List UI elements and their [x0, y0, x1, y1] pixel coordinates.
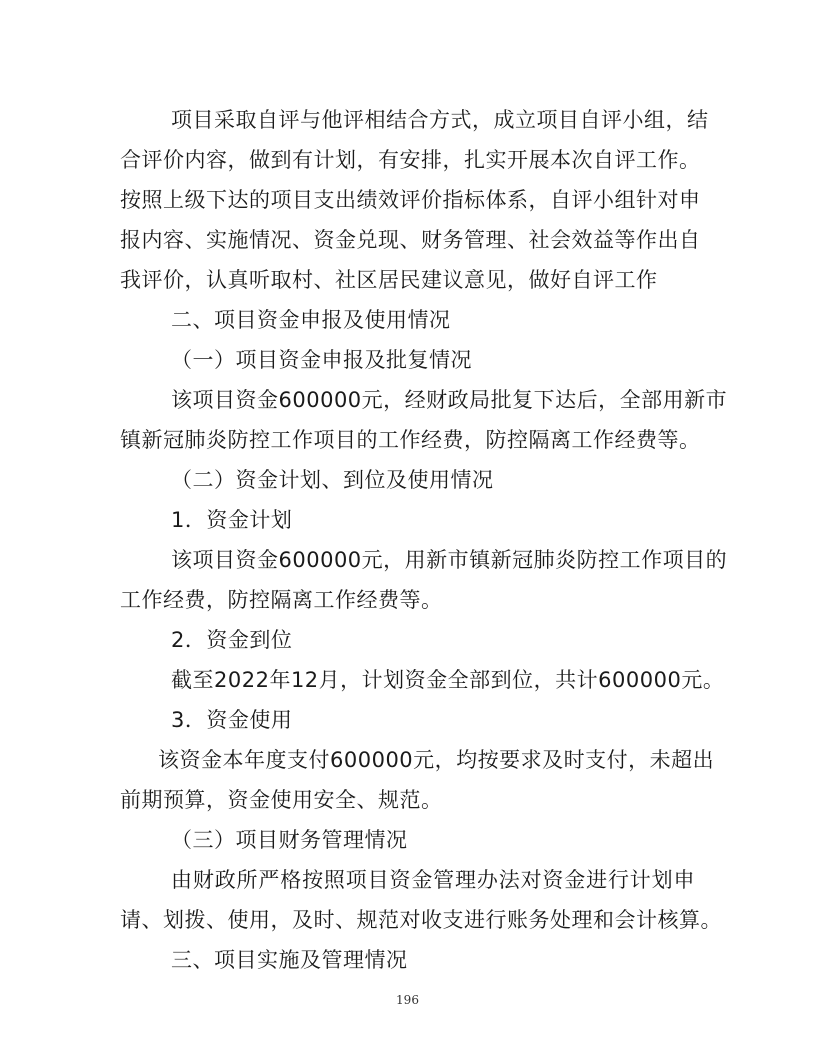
- subsection-heading: （三）项目财务管理情况: [171, 828, 408, 852]
- paragraph-line: 报内容、实施情况、资金兑现、财务管理、社会效益等作出自: [120, 228, 701, 252]
- subsection-heading: （一）项目资金申报及批复情况: [171, 348, 472, 372]
- paragraph-line: 该项目资金600000元，用新市镇新冠肺炎防控工作项目的: [171, 548, 728, 572]
- paragraph-line: 前期预算，资金使用安全、规范。: [120, 788, 443, 812]
- section-heading: 二、项目资金申报及使用情况: [171, 308, 451, 332]
- paragraph-line: 项目采取自评与他评相结合方式，成立项目自评小组，结: [171, 108, 709, 132]
- paragraph-line: 由财政所严格按照项目资金管理办法对资金进行计划申: [171, 868, 695, 892]
- item-heading: 1．资金计划: [171, 508, 293, 532]
- paragraph-line: 该项目资金600000元，经财政局批复下达后，全部用新市: [171, 388, 728, 412]
- paragraph-line: 合评价内容，做到有计划，有安排，扎实开展本次自评工作。: [120, 148, 701, 172]
- paragraph-line: 该资金本年度支付600000元，均按要求及时支付，未超出: [158, 748, 715, 772]
- paragraph-line: 我评价，认真听取村、社区居民建议意见，做好自评工作: [120, 268, 658, 292]
- paragraph-line: 请、划拨、使用，及时、规范对收支进行账务处理和会计核算。: [120, 908, 722, 932]
- section-heading: 三、项目实施及管理情况: [171, 948, 408, 972]
- paragraph-line: 镇新冠肺炎防控工作项目的工作经费，防控隔离工作经费等。: [120, 428, 701, 452]
- subsection-heading: （二）资金计划、到位及使用情况: [171, 468, 494, 492]
- paragraph-line: 工作经费，防控隔离工作经费等。: [120, 588, 443, 612]
- paragraph-line: 截至2022年12月，计划资金全部到位，共计600000元。: [171, 668, 725, 692]
- item-heading: 2．资金到位: [171, 628, 293, 652]
- paragraph-line: 按照上级下达的项目支出绩效评价指标体系，自评小组针对申: [120, 188, 701, 212]
- item-heading: 3．资金使用: [171, 708, 293, 732]
- page-number: 196: [396, 993, 419, 1007]
